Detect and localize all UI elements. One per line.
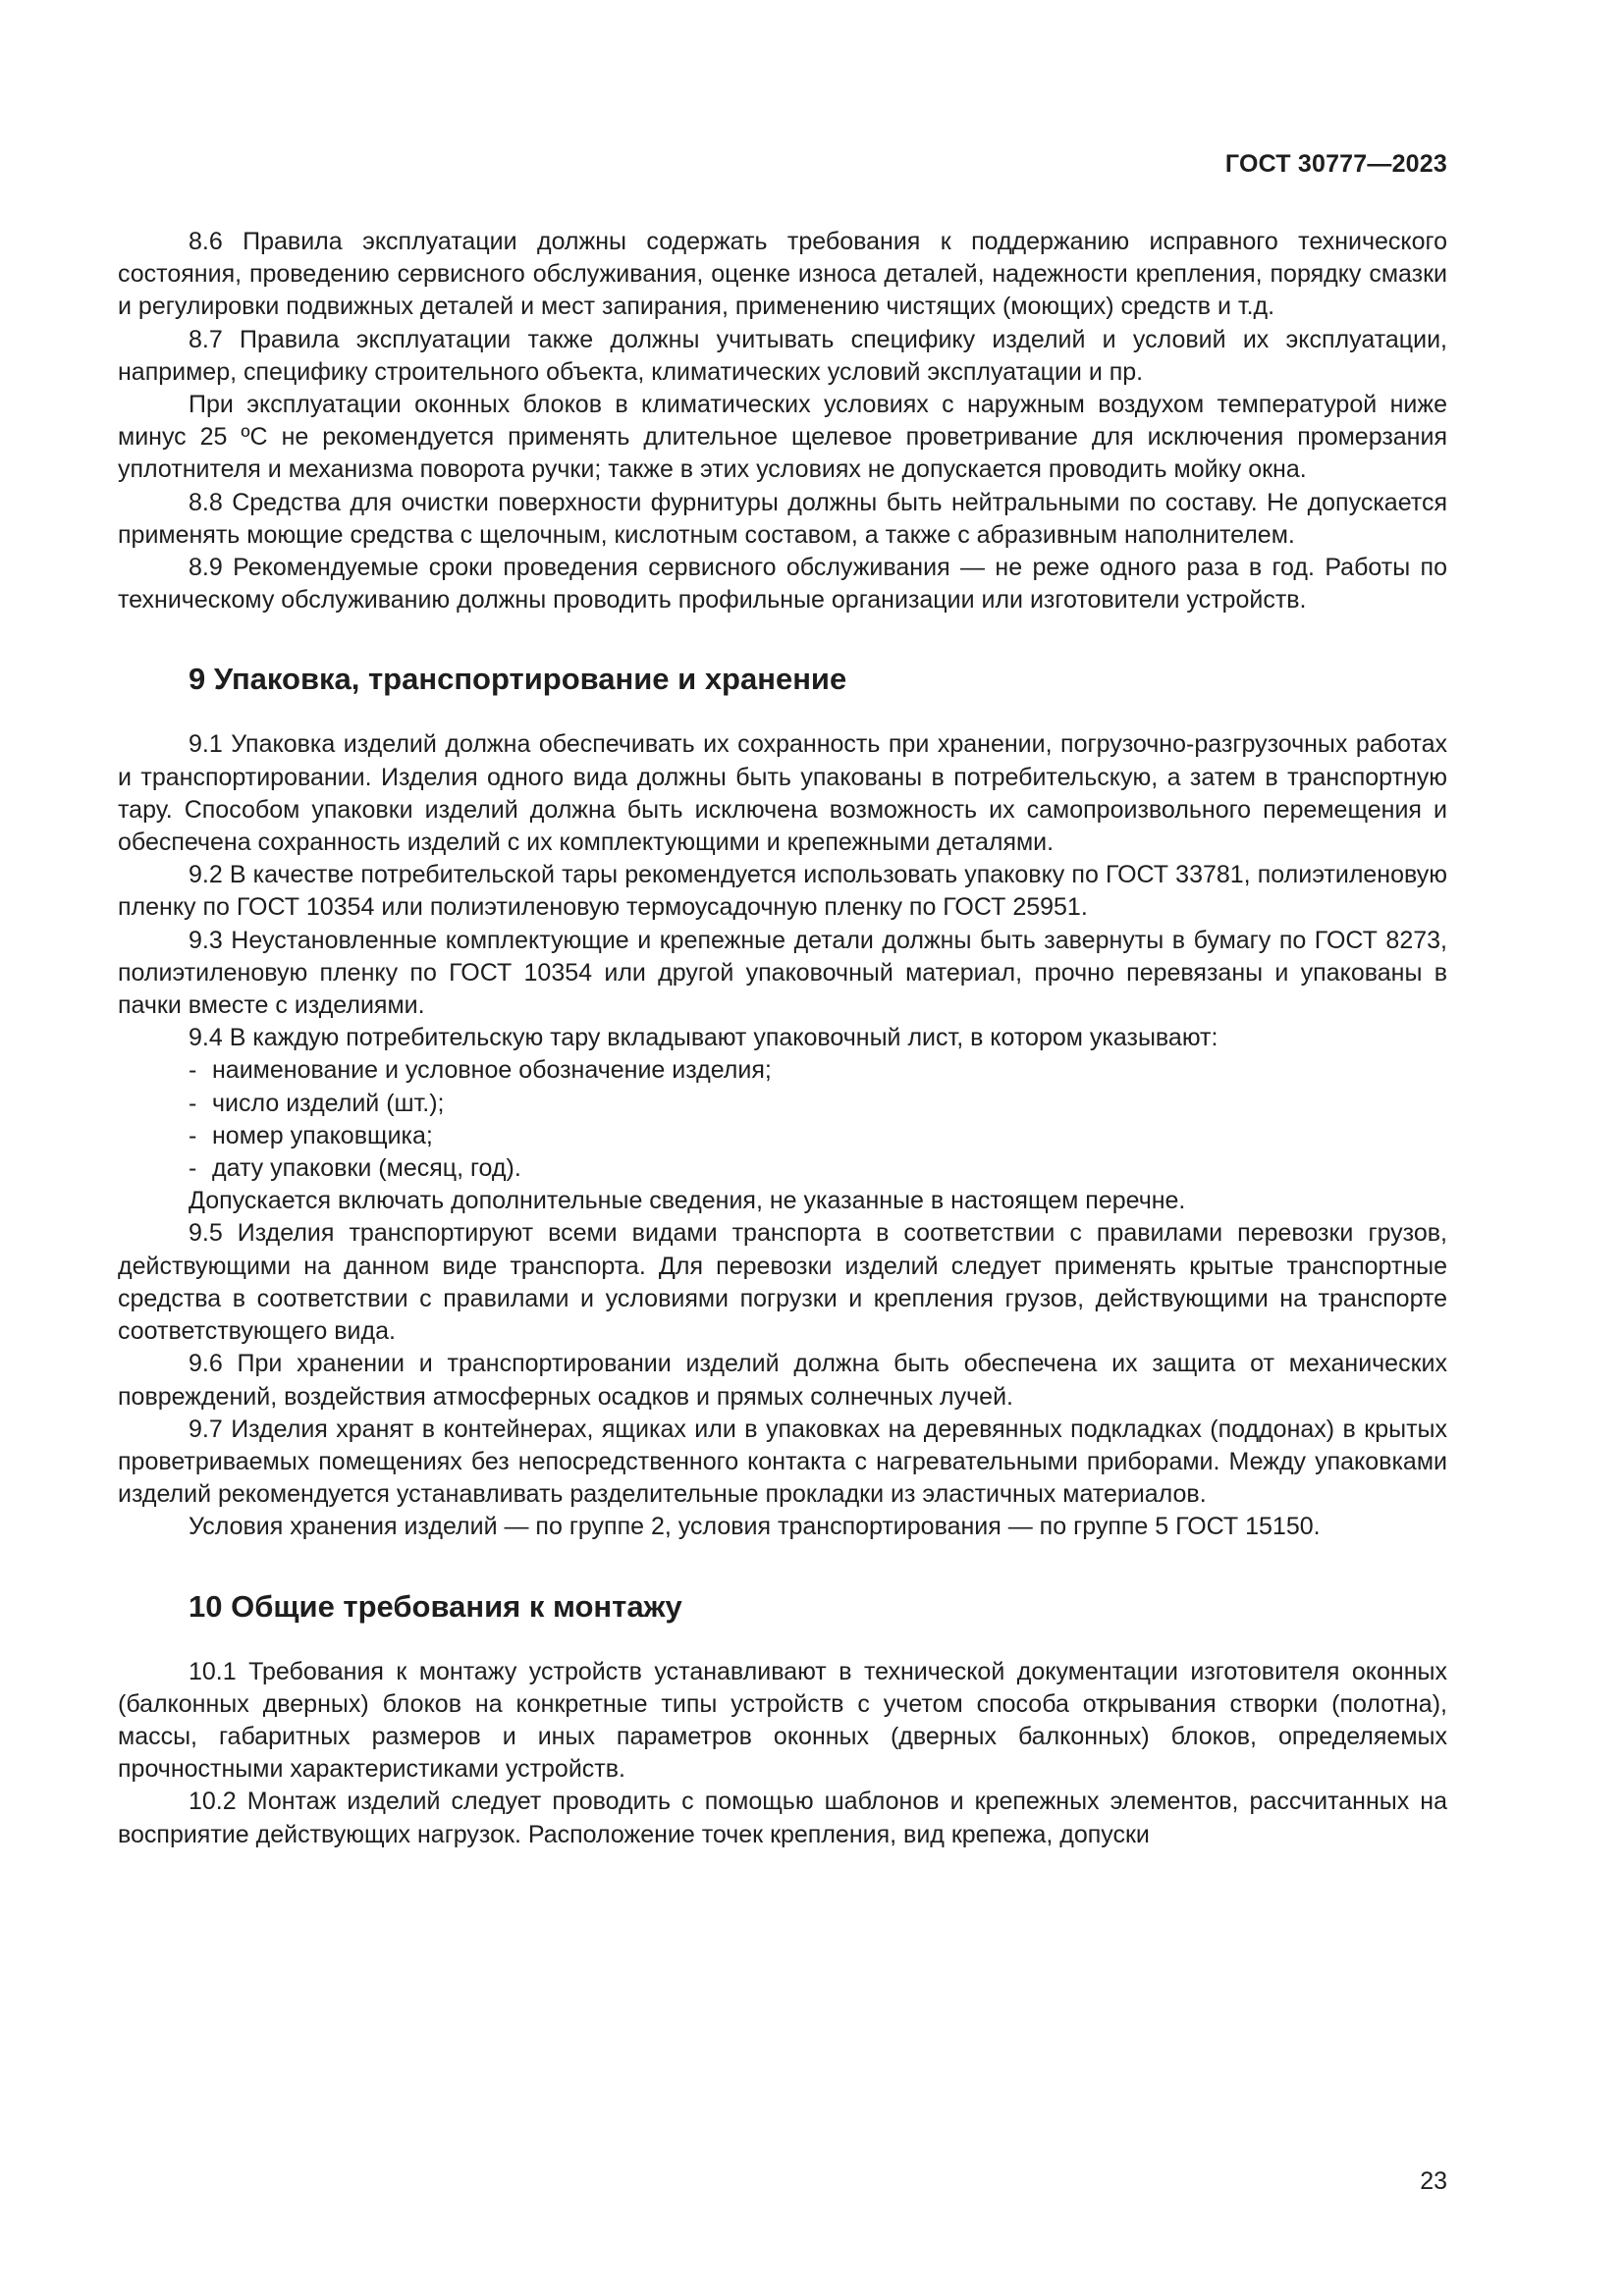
paragraph-10-1: 10.1 Требования к монтажу устройств устанавливают в технической документации изготовителя оконных (балконных дверных) блоков на конкретные типы устройств с учетом способа открывания створки (полотна), массы, габаритных размеров и иных параметров оконных (дверных балконных) блоков, определяемых прочностными характеристиками устройств. bbox=[118, 1657, 1447, 1784]
section-heading-9: 9 Упаковка, транспортирование и хранение bbox=[189, 662, 847, 697]
list-dash: - bbox=[189, 1154, 197, 1183]
paragraph-8-8: 8.8 Средства для очистки поверхности фурнитуры должны быть нейтральными по составу. Не допускается применять моющие средства с щелочным, кислотным составом, а также с абразивным наполнителем. bbox=[118, 488, 1447, 549]
list-item-text: дату упаковки (месяц, год). bbox=[212, 1154, 521, 1183]
paragraph-9-1: 9.1 Упаковка изделий должна обеспечивать их сохранность при хранении, погрузочно-разгрузочных работах и транспортировании. Изделия одного вида должны быть упакованы в потребительскую, а затем в транспортную тару. Способом упаковки изделий должна быть исключена возможность их самопроизвольного перемещения и обеспечена сохранность изделий с их комплектующими и крепежными деталями. bbox=[118, 730, 1447, 857]
paragraph-9-2: 9.2 В качестве потребительской тары рекомендуется использовать упаковку по ГОСТ 33781, полиэтиленовую пленку по ГОСТ 10354 или полиэтиленовую термоусадочную пленку по ГОСТ 25951. bbox=[118, 861, 1447, 922]
list-item bbox=[118, 1120, 1447, 1152]
section-heading-10: 10 Общие требования к монтажу bbox=[189, 1588, 682, 1624]
list-item-text: число изделий (шт.); bbox=[212, 1089, 445, 1117]
paragraph-9-5: 9.5 Изделия транспортируют всеми видами транспорта в соответствии с правилами перевозки грузов, действующими на данном виде транспорта. Для перевозки изделий следует применять крытые транспортные средства в соответствии с правилами и условиями погрузки и крепления грузов, действующими на транспорте соответствующего вида. bbox=[118, 1219, 1447, 1346]
paragraph-9-7-cont: Условия хранения изделий — по группе 2, условия транспортирования — по группе 5 ГОСТ 15150. bbox=[189, 1513, 1321, 1541]
list-item bbox=[118, 1088, 1447, 1120]
paragraph-9-4: 9.4 В каждую потребительскую тару вкладывают упаковочный лист, в котором указывают: bbox=[189, 1024, 1218, 1052]
paragraph-8-6: 8.6 Правила эксплуатации должны содержать требования к поддержанию исправного технического состояния, проведению сервисного обслуживания, оценке износа деталей, надежности крепления, порядку смазки и регулировки подвижных деталей и мест запирания, применению чистящих (моющих) средств и т.д. bbox=[118, 228, 1447, 321]
paragraph-9-4-note: Допускается включать дополнительные сведения, не указанные в настоящем перечне. bbox=[189, 1187, 1186, 1215]
paragraph-9-7: 9.7 Изделия хранят в контейнерах, ящиках или в упаковках на деревянных подкладках (поддонах) в крытых проветриваемых помещениях без непосредственного контакта с нагревательными приборами. Между упаковками изделий рекомендуется устанавливать разделительные прокладки из эластичных материалов. bbox=[118, 1415, 1447, 1509]
paragraph-9-6: 9.6 При хранении и транспортировании изделий должна быть обеспечена их защита от механических повреждений, воздействия атмосферных осадков и прямых солнечных лучей. bbox=[118, 1350, 1447, 1411]
list-item bbox=[118, 1152, 1447, 1185]
list-dash: - bbox=[189, 1056, 197, 1085]
document-code: ГОСТ 30777—2023 bbox=[1224, 150, 1447, 178]
paragraph-8-7-cont: При эксплуатации оконных блоков в климатических условиях с наружным воздухом температурой ниже минус 25 ºС не рекомендуется применять длительное щелевое проветривание для исключения промерзания уплотнителя и механизма поворота ручки; также в этих условиях не допускается проводить мойку окна. bbox=[118, 391, 1447, 484]
list-dash: - bbox=[189, 1121, 197, 1149]
list-dash: - bbox=[189, 1089, 197, 1117]
paragraph-10-2: 10.2 Монтаж изделий следует проводить с помощью шаблонов и крепежных элементов, рассчитанных на восприятие действующих нагрузок. Расположение точек крепления, вид крепежа, допуски bbox=[118, 1788, 1447, 1848]
list-item bbox=[118, 1054, 1447, 1087]
page-number: 23 bbox=[1420, 2167, 1447, 2195]
paragraph-8-7: 8.7 Правила эксплуатации также должны учитывать специфику изделий и условий их эксплуатации, например, специфику строительного объекта, климатических условий эксплуатации и пр. bbox=[118, 325, 1447, 386]
paragraph-9-3: 9.3 Неустановленные комплектующие и крепежные детали должны быть завернуты в бумагу по ГОСТ 8273, полиэтиленовую пленку по ГОСТ 10354 или другой упаковочный материал, прочно перевязаны и упакованы в пачки вместе с изделиями. bbox=[118, 926, 1447, 1020]
paragraph-8-9: 8.9 Рекомендуемые сроки проведения сервисного обслуживания — не реже одного раза в год. Работы по техническому обслуживанию должны проводить профильные организации или изготовители устройств. bbox=[118, 554, 1447, 614]
list-item-text: наименование и условное обозначение изделия; bbox=[212, 1056, 772, 1085]
list-item-text: номер упаковщика; bbox=[212, 1121, 433, 1149]
page-content bbox=[118, 226, 1447, 1851]
